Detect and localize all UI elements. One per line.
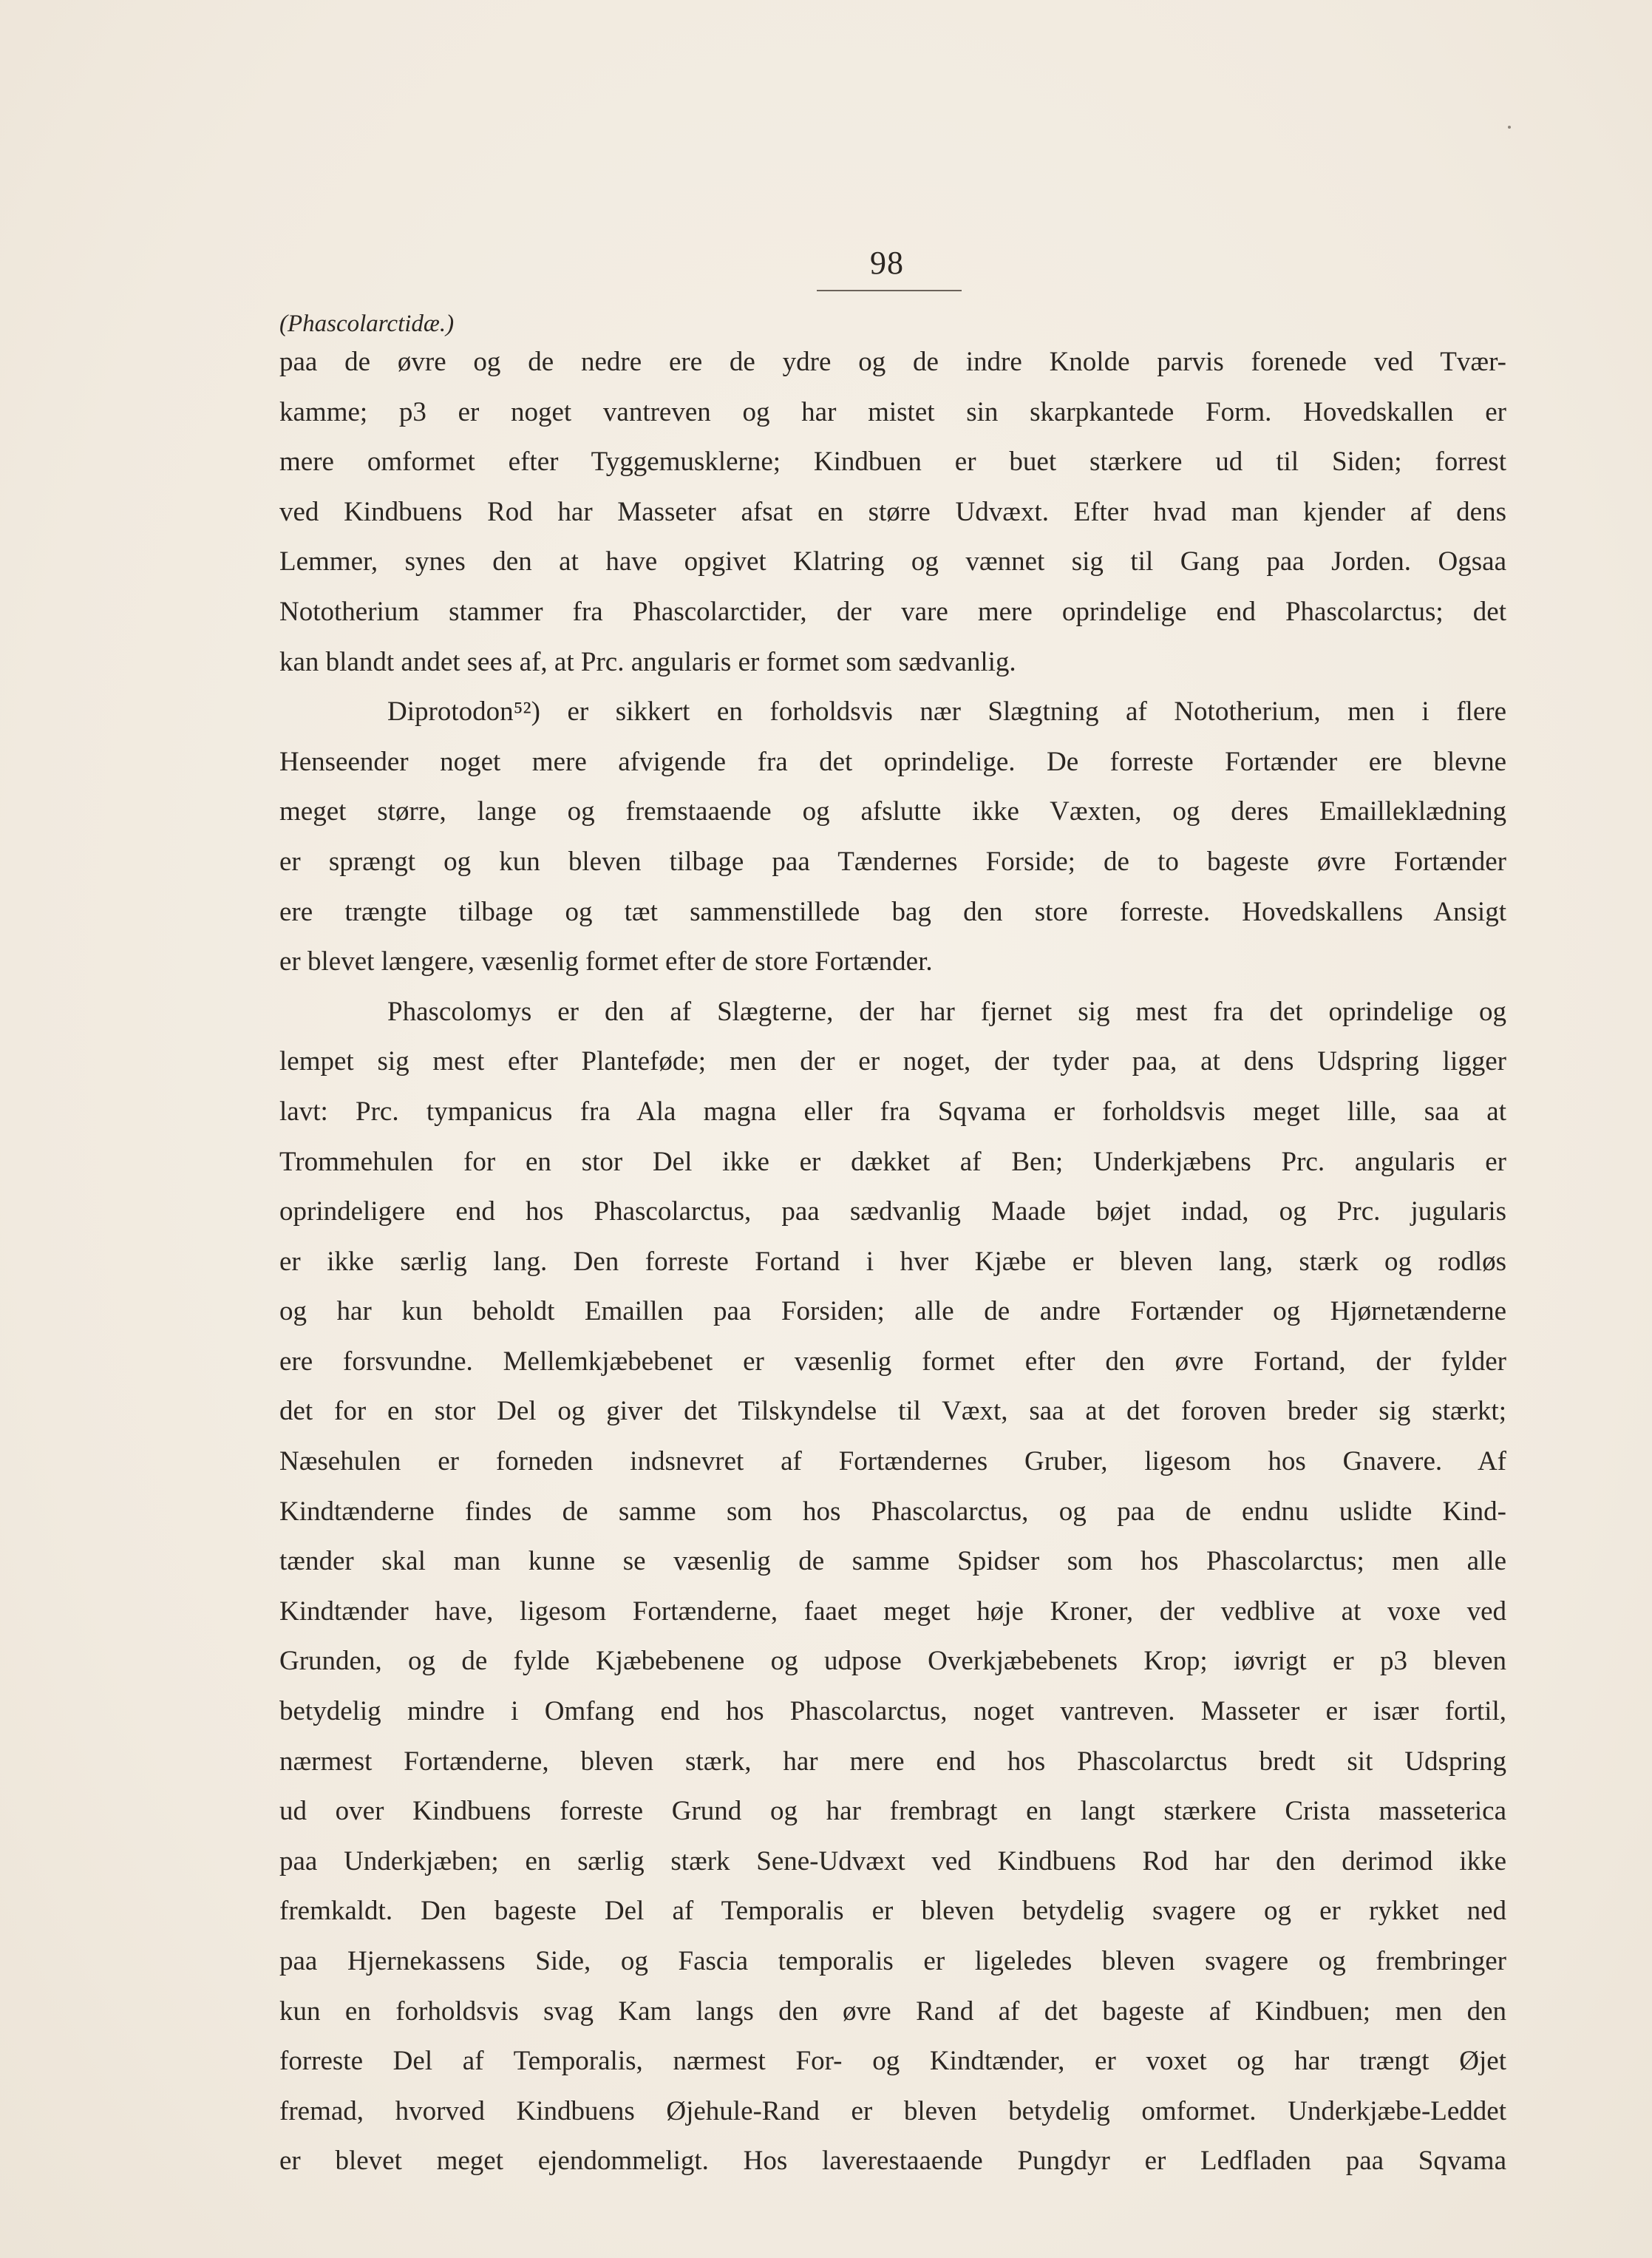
text-line: betydelig mindre i Omfang end hos Phascolarctus, noget vantreven. Masseter er især fortil,	[279, 1696, 1506, 1727]
text-line: er sprængt og kun bleven tilbage paa Tændernes Forside; de to bageste øvre Fortænder	[279, 846, 1506, 877]
text-line: er blevet længere, væsenlig formet efter de store Fortænder.	[279, 946, 933, 977]
text-line: lempet sig mest efter Planteføde; men der er noget, der tyder paa, at dens Udspring ligger	[279, 1046, 1506, 1077]
text-line: ere trængte tilbage og tæt sammenstillede bag den store forreste. Hovedskallens Ansigt	[279, 896, 1506, 927]
text-line: ud over Kindbuens forreste Grund og har frembragt en langt stærkere Crista masseterica	[279, 1796, 1506, 1827]
text-line: oprindeligere end hos Phascolarctus, paa sædvanlig Maade bøjet indad, og Prc. jugularis	[279, 1196, 1506, 1227]
text-line: Kindtænder have, ligesom Fortænderne, faaet meget høje Kroner, der vedblive at voxe ved	[279, 1596, 1506, 1627]
page-speck	[1508, 126, 1511, 129]
running-section-label: (Phascolarctidæ.)	[279, 311, 455, 337]
text-line: Henseender noget mere afvigende fra det oprindelige. De forreste Fortænder ere blevne	[279, 746, 1506, 777]
text-line: ere forsvundne. Mellemkjæbebenet er væsenlig formet efter den øvre Fortand, der fylder	[279, 1346, 1506, 1377]
text-line: kamme; p3 er noget vantreven og har mistet sin skarpkantede Form. Hovedskallen er	[279, 396, 1506, 427]
text-line: Nototherium stammer fra Phascolarctider, der vare mere oprindelige end Phascolarctus; det	[279, 596, 1506, 627]
text-line: Grunden, og de fylde Kjæbebenene og udpose Overkjæbebenets Krop; iøvrigt er p3 bleven	[279, 1646, 1506, 1677]
page-number: 98	[870, 245, 904, 281]
text-line: mere omformet efter Tyggemusklerne; Kindbuen er buet stærkere ud til Siden; forrest	[279, 447, 1506, 478]
text-line: fremad, hvorved Kindbuens Øjehule-Rand er bleven betydelig omformet. Underkjæbe-Leddet	[279, 2095, 1506, 2126]
text-line: lavt: Prc. tympanicus fra Ala magna eller fra Sqvama er forholdsvis meget lille, saa at	[279, 1096, 1506, 1127]
text-line: forreste Del af Temporalis, nærmest For- og Kindtænder, er voxet og har trængt Øjet	[279, 2046, 1506, 2077]
text-line: kan blandt andet sees af, at Prc. angularis er formet som sædvanlig.	[279, 646, 1016, 677]
text-line: Lemmer, synes den at have opgivet Klatring og vænnet sig til Gang paa Jorden. Ogsaa	[279, 546, 1506, 577]
text-line: Kindtænderne findes de samme som hos Phascolarctus, og paa de endnu uslidte Kind-	[279, 1496, 1506, 1527]
text-line: er ikke særlig lang. Den forreste Fortand i hver Kjæbe er bleven lang, stærk og rodløs	[279, 1246, 1506, 1277]
text-line: paa Hjernekassens Side, og Fascia temporalis er ligeledes bleven svagere og frembringer	[279, 1946, 1506, 1976]
text-line: Trommehulen for en stor Del ikke er dækket af Ben; Underkjæbens Prc. angularis er	[279, 1146, 1506, 1177]
text-line: nærmest Fortænderne, bleven stærk, har mere end hos Phascolarctus bredt sit Udspring	[279, 1746, 1506, 1777]
text-line: tænder skal man kunne se væsenlig de samme Spidser som hos Phascolarctus; men alle	[279, 1546, 1506, 1577]
text-line: kun en forholdsvis svag Kam langs den øvre Rand af det bageste af Kindbuen; men den	[279, 1996, 1506, 2027]
body-text	[279, 337, 1506, 2186]
text-line: paa Underkjæben; en særlig stærk Sene-Udvæxt ved Kindbuens Rod har den derimod ikke	[279, 1845, 1506, 1876]
text-line: og har kun beholdt Emaillen paa Forsiden; alle de andre Fortænder og Hjørnetænderne	[279, 1296, 1506, 1327]
text-line: Næsehulen er forneden indsnevret af Fortændernes Gruber, ligesom hos Gnavere. Af	[279, 1446, 1506, 1477]
text-line: meget større, lange og fremstaaende og afslutte ikke Væxten, og deres Emailleklædning	[279, 796, 1506, 827]
text-line: ved Kindbuens Rod har Masseter afsat en større Udvæxt. Efter hvad man kjender af dens	[279, 496, 1506, 527]
text-line: er blevet meget ejendommeligt. Hos laverestaaende Pungdyr er Ledfladen paa Sqvama	[279, 2146, 1506, 2177]
paragraph-start-line: Diprotodon⁵²) er sikkert en forholdsvis nær Slægtning af Nototherium, men i flere	[387, 696, 1506, 728]
text-line: det for en stor Del og giver det Tilskyndelse til Væxt, saa at det foroven breder sig stærkt;	[279, 1396, 1506, 1427]
page-number-rule	[817, 290, 962, 291]
text-line: paa de øvre og de nedre ere de ydre og de indre Knolde parvis forenede ved Tvær-	[279, 347, 1506, 377]
text-line: fremkaldt. Den bageste Del af Temporalis er bleven betydelig svagere og er rykket ned	[279, 1896, 1506, 1927]
paragraph-start-line: Phascolomys er den af Slægterne, der har fjernet sig mest fra det oprindelige og	[387, 996, 1506, 1027]
